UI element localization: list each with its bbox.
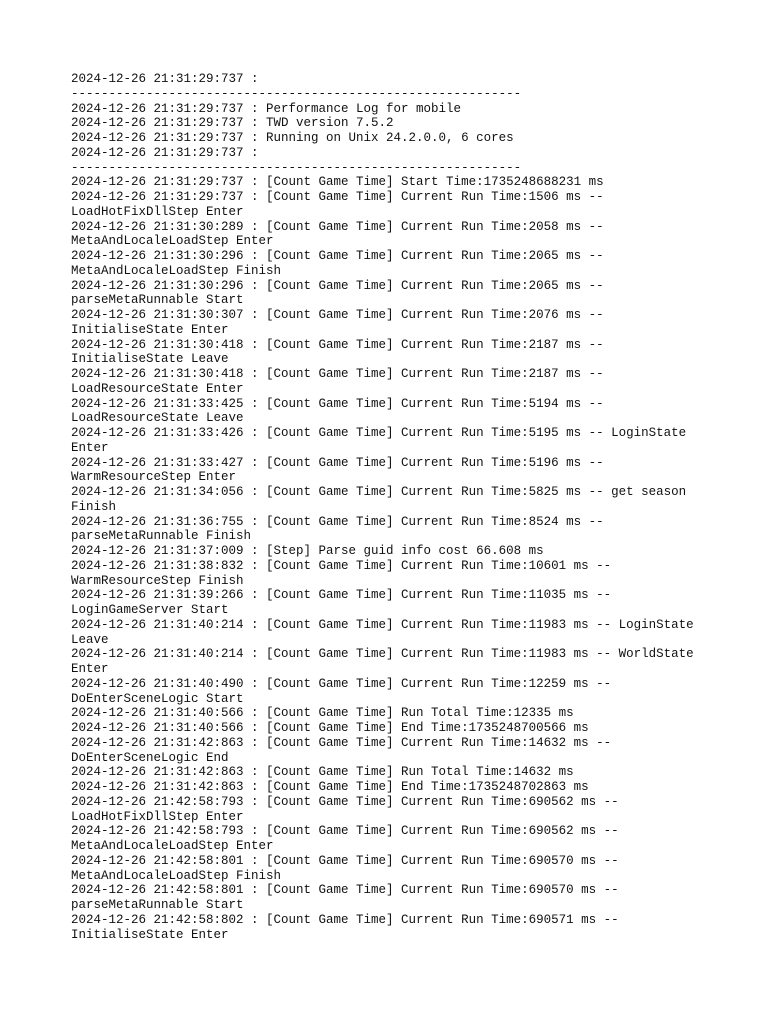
- log-line: 2024-12-26 21:31:29:737 : [Count Game Time] Start Time:1735248688231 ms: [71, 175, 604, 190]
- log-line: 2024-12-26 21:31:37:009 : [Step] Parse guid info cost 66.608 ms: [71, 544, 544, 558]
- log-line: Enter: [71, 440, 109, 455]
- log-line: 2024-12-26 21:31:34:056 : [Count Game Time] Current Run Time:5825 ms -- get season: [71, 485, 687, 499]
- log-line: InitialiseState Enter: [71, 927, 229, 942]
- log-line: 2024-12-26 21:31:29:737 :: [71, 145, 259, 160]
- log-line: ------------------------------------------------------------: [71, 160, 522, 175]
- log-line: 2024-12-26 21:31:33:426 : [Count Game Time] Current Run Time:5195 ms -- LoginState: [71, 426, 687, 440]
- log-line: 2024-12-26 21:31:40:490 : [Count Game Time] Current Run Time:12259 ms --: [71, 676, 612, 691]
- log-line: 2024-12-26 21:31:30:296 : [Count Game Time] Current Run Time:2065 ms --: [71, 249, 604, 263]
- log-line: DoEnterSceneLogic End: [71, 750, 229, 765]
- log-line: 2024-12-26 21:31:30:418 : [Count Game Time] Current Run Time:2187 ms --: [71, 337, 604, 352]
- log-line: WarmResourceStep Finish: [71, 573, 244, 588]
- log-line: ------------------------------------------------------------: [71, 86, 522, 101]
- log-line: DoEnterSceneLogic Start: [71, 691, 244, 706]
- log-line: 2024-12-26 21:31:42:863 : [Count Game Time] Run Total Time:14632 ms: [71, 765, 574, 780]
- log-line: InitialiseState Enter: [71, 322, 229, 337]
- log-line: 2024-12-26 21:31:40:214 : [Count Game Time] Current Run Time:11983 ms -- LoginState: [71, 617, 694, 632]
- log-line: 2024-12-26 21:31:39:266 : [Count Game Time] Current Run Time:11035 ms --: [71, 588, 612, 603]
- log-line: 2024-12-26 21:31:30:418 : [Count Game Time] Current Run Time:2187 ms --: [71, 367, 604, 381]
- log-line: 2024-12-26 21:31:42:863 : [Count Game Time] End Time:1735248702863 ms: [71, 780, 589, 794]
- log-line: 2024-12-26 21:42:58:793 : [Count Game Time] Current Run Time:690562 ms --: [71, 824, 619, 839]
- log-line: 2024-12-26 21:42:58:801 : [Count Game Time] Current Run Time:690570 ms --: [71, 883, 619, 898]
- log-line: parseMetaRunnable Finish: [71, 529, 252, 544]
- log-line: WarmResourceStep Enter: [71, 470, 237, 485]
- log-line: MetaAndLocaleLoadStep Enter: [71, 839, 274, 853]
- log-line: 2024-12-26 21:31:30:289 : [Count Game Time] Current Run Time:2058 ms --: [71, 219, 604, 234]
- log-line: 2024-12-26 21:31:29:737 : [Count Game Time] Current Run Time:1506 ms --: [71, 190, 604, 204]
- log-line: LoginGameServer Start: [71, 603, 229, 617]
- log-line: 2024-12-26 21:31:29:737 : Running on Unix 24.2.0.0, 6 cores: [71, 131, 514, 145]
- log-line: LoadHotFixDllStep Enter: [71, 204, 244, 219]
- log-line: 2024-12-26 21:31:40:566 : [Count Game Time] Run Total Time:12335 ms: [71, 706, 574, 721]
- log-line: MetaAndLocaleLoadStep Finish: [71, 263, 282, 278]
- log-line: 2024-12-26 21:31:33:425 : [Count Game Time] Current Run Time:5194 ms --: [71, 396, 604, 411]
- log-line: MetaAndLocaleLoadStep Enter: [71, 234, 274, 249]
- log-line: MetaAndLocaleLoadStep Finish: [71, 868, 282, 883]
- log-line: LoadHotFixDllStep Enter: [71, 809, 244, 824]
- log-line: 2024-12-26 21:31:40:566 : [Count Game Time] End Time:1735248700566 ms: [71, 721, 589, 735]
- log-line: 2024-12-26 21:31:29:737 :: [71, 72, 259, 86]
- log-line: InitialiseState Leave: [71, 352, 229, 367]
- log-line: 2024-12-26 21:31:33:427 : [Count Game Time] Current Run Time:5196 ms --: [71, 455, 604, 470]
- log-line: Enter: [71, 662, 109, 676]
- log-document: [71, 72, 731, 942]
- log-line: 2024-12-26 21:31:40:214 : [Count Game Time] Current Run Time:11983 ms -- WorldState: [71, 647, 694, 662]
- log-line: 2024-12-26 21:42:58:801 : [Count Game Time] Current Run Time:690570 ms --: [71, 853, 619, 868]
- log-line: 2024-12-26 21:31:36:755 : [Count Game Time] Current Run Time:8524 ms --: [71, 514, 604, 529]
- log-line: Leave: [71, 632, 109, 647]
- log-line: LoadResourceState Leave: [71, 411, 244, 426]
- log-line: LoadResourceState Enter: [71, 381, 244, 396]
- log-line: 2024-12-26 21:31:30:296 : [Count Game Time] Current Run Time:2065 ms --: [71, 278, 604, 293]
- log-line: 2024-12-26 21:31:42:863 : [Count Game Time] Current Run Time:14632 ms --: [71, 735, 612, 750]
- log-line: 2024-12-26 21:31:30:307 : [Count Game Time] Current Run Time:2076 ms --: [71, 308, 604, 322]
- log-line: parseMetaRunnable Start: [71, 898, 244, 912]
- log-line: 2024-12-26 21:31:29:737 : Performance Log for mobile: [71, 101, 462, 116]
- log-line: 2024-12-26 21:31:29:737 : TWD version 7.5.2: [71, 116, 394, 131]
- log-line: 2024-12-26 21:31:38:832 : [Count Game Time] Current Run Time:10601 ms --: [71, 558, 612, 573]
- log-line: parseMetaRunnable Start: [71, 293, 244, 308]
- log-line: Finish: [71, 499, 117, 514]
- log-line: 2024-12-26 21:42:58:802 : [Count Game Time] Current Run Time:690571 ms --: [71, 912, 619, 927]
- log-line: 2024-12-26 21:42:58:793 : [Count Game Time] Current Run Time:690562 ms --: [71, 794, 619, 809]
